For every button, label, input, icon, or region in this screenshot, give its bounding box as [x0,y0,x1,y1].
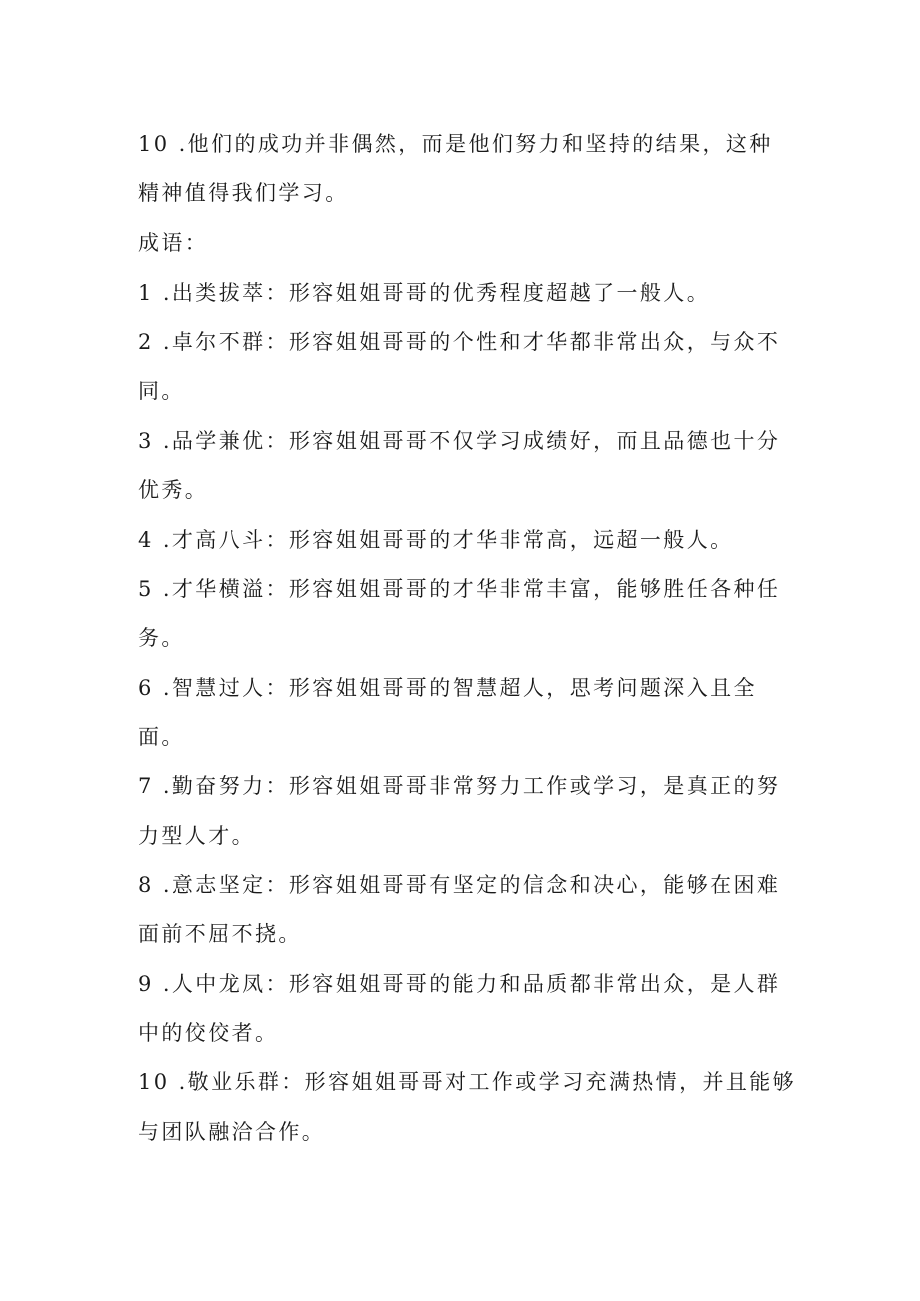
idiom-item-7: 7 .勤奋努力：形容姐姐哥哥非常努力工作或学习，是真正的努 [138,774,781,798]
idiom-item-2-cont: 同。 [138,379,185,403]
intro-line-1: 10 .他们的成功并非偶然，而是他们努力和坚持的结果，这种 [138,132,773,156]
intro-line-2: 精神值得我们学习。 [138,181,349,205]
idiom-item-8: 8 .意志坚定：形容姐姐哥哥有坚定的信念和决心，能够在困难 [138,873,781,897]
idiom-heading: 成语： [138,231,209,255]
idiom-item-5-cont: 务。 [138,626,185,650]
idiom-item-5: 5 .才华横溢：形容姐姐哥哥的才华非常丰富，能够胜任各种任 [138,577,781,601]
idiom-item-6: 6 .智慧过人：形容姐姐哥哥的智慧超人，思考问题深入且全 [138,676,757,700]
idiom-item-8-cont: 面前不屈不挠。 [138,922,302,946]
idiom-item-9-cont: 中的佼佼者。 [138,1021,279,1045]
idiom-item-3: 3 .品学兼优：形容姐姐哥哥不仅学习成绩好，而且品德也十分 [138,429,781,453]
idiom-item-1: 1 .出类拔萃：形容姐姐哥哥的优秀程度超越了一般人。 [138,281,711,305]
idiom-item-3-cont: 优秀。 [138,478,209,502]
idiom-item-10-cont: 与团队融洽合作。 [138,1120,326,1144]
idiom-item-6-cont: 面。 [138,725,185,749]
idiom-item-7-cont: 力型人才。 [138,824,255,848]
idiom-item-4: 4 .才高八斗：形容姐姐哥哥的才华非常高，远超一般人。 [138,528,734,552]
idiom-item-9: 9 .人中龙凤：形容姐姐哥哥的能力和品质都非常出众，是人群 [138,972,781,996]
idiom-item-10: 10 .敬业乐群：形容姐姐哥哥对工作或学习充满热情，并且能够 [138,1070,797,1094]
idiom-item-2: 2 .卓尔不群：形容姐姐哥哥的个性和才华都非常出众，与众不 [138,330,781,354]
